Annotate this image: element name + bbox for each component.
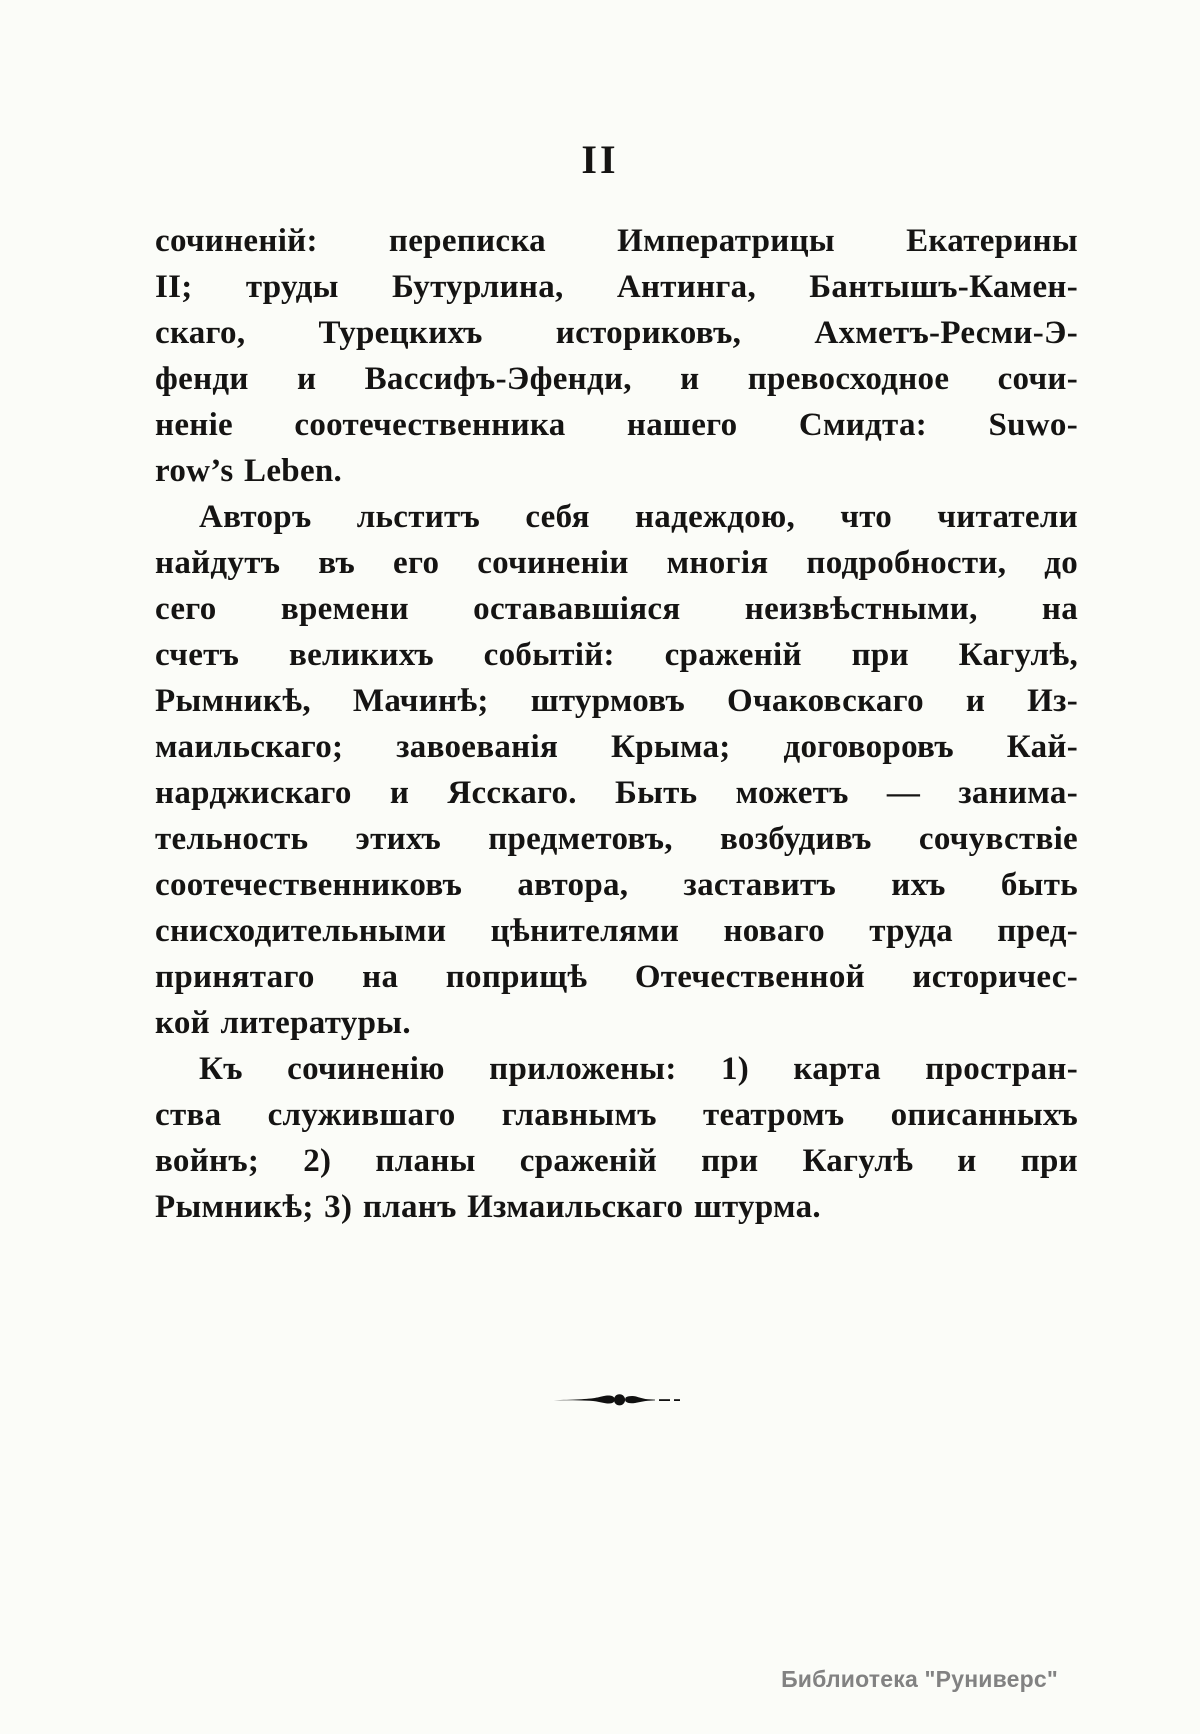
text-line: ства служившаго главнымъ театромъ описанныхъ	[155, 1097, 1078, 1133]
text-line: сего времени остававшіяся неизвѣстными, на	[155, 591, 1078, 627]
body-text	[155, 218, 1078, 1230]
text-line: фенди и Вассифъ-Эфенди, и превосходное сочи-	[155, 361, 1078, 397]
text-line: II; труды Бутурлина, Антинга, Бантышъ-Камен-	[155, 269, 1078, 305]
text-line: соотечественниковъ автора, заставитъ ихъ быть	[155, 867, 1078, 903]
page-number: II	[581, 137, 619, 182]
text-line: Къ сочиненію приложены: 1) карта простран-	[199, 1051, 1078, 1087]
library-watermark: Библиотека "Руниверс"	[781, 1666, 1058, 1692]
text-line: кой литературы.	[155, 1005, 411, 1041]
text-line: снисходительными цѣнителями новаго труда пред-	[155, 913, 1078, 949]
text-line: принятаго на поприщѣ Отечественной историчес-	[155, 959, 1078, 995]
text-line: Рымникѣ, Мачинѣ; штурмовъ Очаковскаго и Из-	[155, 683, 1078, 719]
text-line: тельность этихъ предметовъ, возбудивъ сочувствіе	[155, 821, 1078, 857]
text-line: маильскаго; завоеванія Крыма; договоровъ Кай-	[155, 729, 1078, 765]
text-line: Авторъ льститъ себя надеждою, что читатели	[199, 499, 1078, 535]
text-line: войнъ; 2) планы сраженій при Кагулѣ и при	[155, 1143, 1078, 1179]
text-line: row’s Leben.	[155, 453, 343, 489]
text-line: сочиненій: переписка Императрицы Екатерины	[155, 223, 1078, 259]
text-line: счетъ великихъ событій: сраженій при Кагулѣ,	[155, 637, 1078, 673]
text-line: Рымникѣ; 3) планъ Измаильскаго штурма.	[155, 1189, 821, 1225]
text-line: нарджискаго и Ясскаго. Быть можетъ — занима-	[155, 775, 1078, 811]
text-line: неніе соотечественника нашего Смидта: Suwo-	[155, 407, 1078, 443]
text-line: скаго, Турецкихъ историковъ, Ахметъ-Ресми-Э-	[155, 315, 1078, 351]
tapered-rule-icon	[547, 1391, 682, 1409]
text-line: найдутъ въ его сочиненіи многія подробности, до	[155, 545, 1078, 581]
